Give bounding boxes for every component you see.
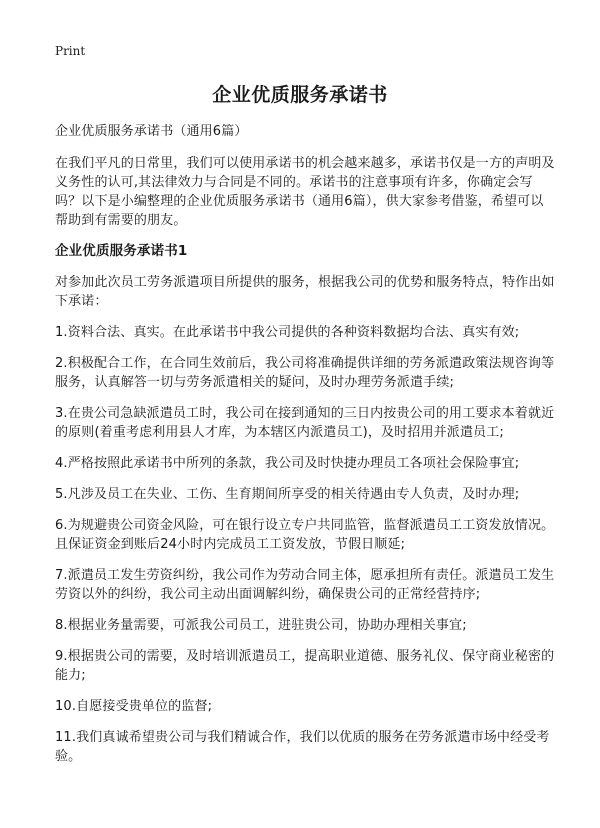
commitment-item-8: 8.根据业务量需要，可派我公司员工，进驻贵公司，协助办理相关事宜; xyxy=(55,618,467,633)
commitment-item-5: 5.凡涉及员工在失业、工伤、生育期间所享受的相关待遇由专人负责，及时办理; xyxy=(55,487,520,502)
commitment-item-3: 3.在贵公司急缺派遣员工时，我公司在接到通知的三日内按贵公司的用工要求本着就近的原则(着重考虑利用县人才库，为本辖区内派遣员工)，及时招用并派遣员工; xyxy=(55,406,555,440)
commitment-item-1: 1.资料合法、真实。在此承诺书中我公司提供的各种资料数据均合法、真实有效; xyxy=(55,325,520,340)
section-intro-paragraph: 对参加此次员工劳务派遣项目所提供的服务，根据我公司的优势和服务特点，特作出如下承诺： xyxy=(55,275,555,309)
commitment-item-4: 4.严格按照此承诺书中所列的条款，我公司及时快捷办理员工各项社会保险事宜; xyxy=(55,456,520,471)
commitment-item-10: 10.自愿接受贵单位的监督; xyxy=(55,699,213,714)
document-subtitle: 企业优质服务承诺书（通用6篇） xyxy=(55,124,248,139)
section-heading: 企业优质服务承诺书1 xyxy=(55,243,188,259)
commitment-item-11: 11.我们真诚希望贵公司与我们精诚合作，我们以优质的服务在劳务派遣市场中经受考验。 xyxy=(55,730,550,764)
commitment-item-9: 9.根据贵公司的需要，及时培训派遣员工，提高职业道德、服务礼仪、保守商业秘密的能力; xyxy=(55,649,555,683)
intro-paragraph: 在我们平凡的日常里，我们可以使用承诺书的机会越来越多，承诺书仅是一方的声明及义务性的认可,其法律效力与合同是不同的。承诺书的注意事项有许多，你确定会写吗？以下是小编整理的企业优质服务承诺书（通用6篇），供大家参考借鉴，希望可以帮助到有需要的朋友。 xyxy=(55,156,555,228)
document-body xyxy=(55,122,555,778)
commitment-item-2: 2.积极配合工作，在合同生效前后，我公司将准确提供详细的劳务派遣政策法规咨询等服务，认真解答一切与劳务派遣相关的疑问，及时办理劳务派遣手续; xyxy=(55,356,555,390)
document-title: 企业优质服务承诺书 xyxy=(212,84,388,106)
commitment-item-6: 6.为规避贵公司资金风险，可在银行设立专户共同监管，监督派遣员工工资发放情况。且保证资金到账后24小时内完成员工工资发放，节假日顺延; xyxy=(55,518,555,552)
commitment-item-7: 7.派遣员工发生劳资纠纷，我公司作为劳动合同主体，愿承担所有责任。派遣员工发生劳资以外的纠纷，我公司主动出面调解纠纷，确保贵公司的正常经营持序; xyxy=(55,568,555,602)
print-link[interactable]: Print xyxy=(55,44,86,58)
